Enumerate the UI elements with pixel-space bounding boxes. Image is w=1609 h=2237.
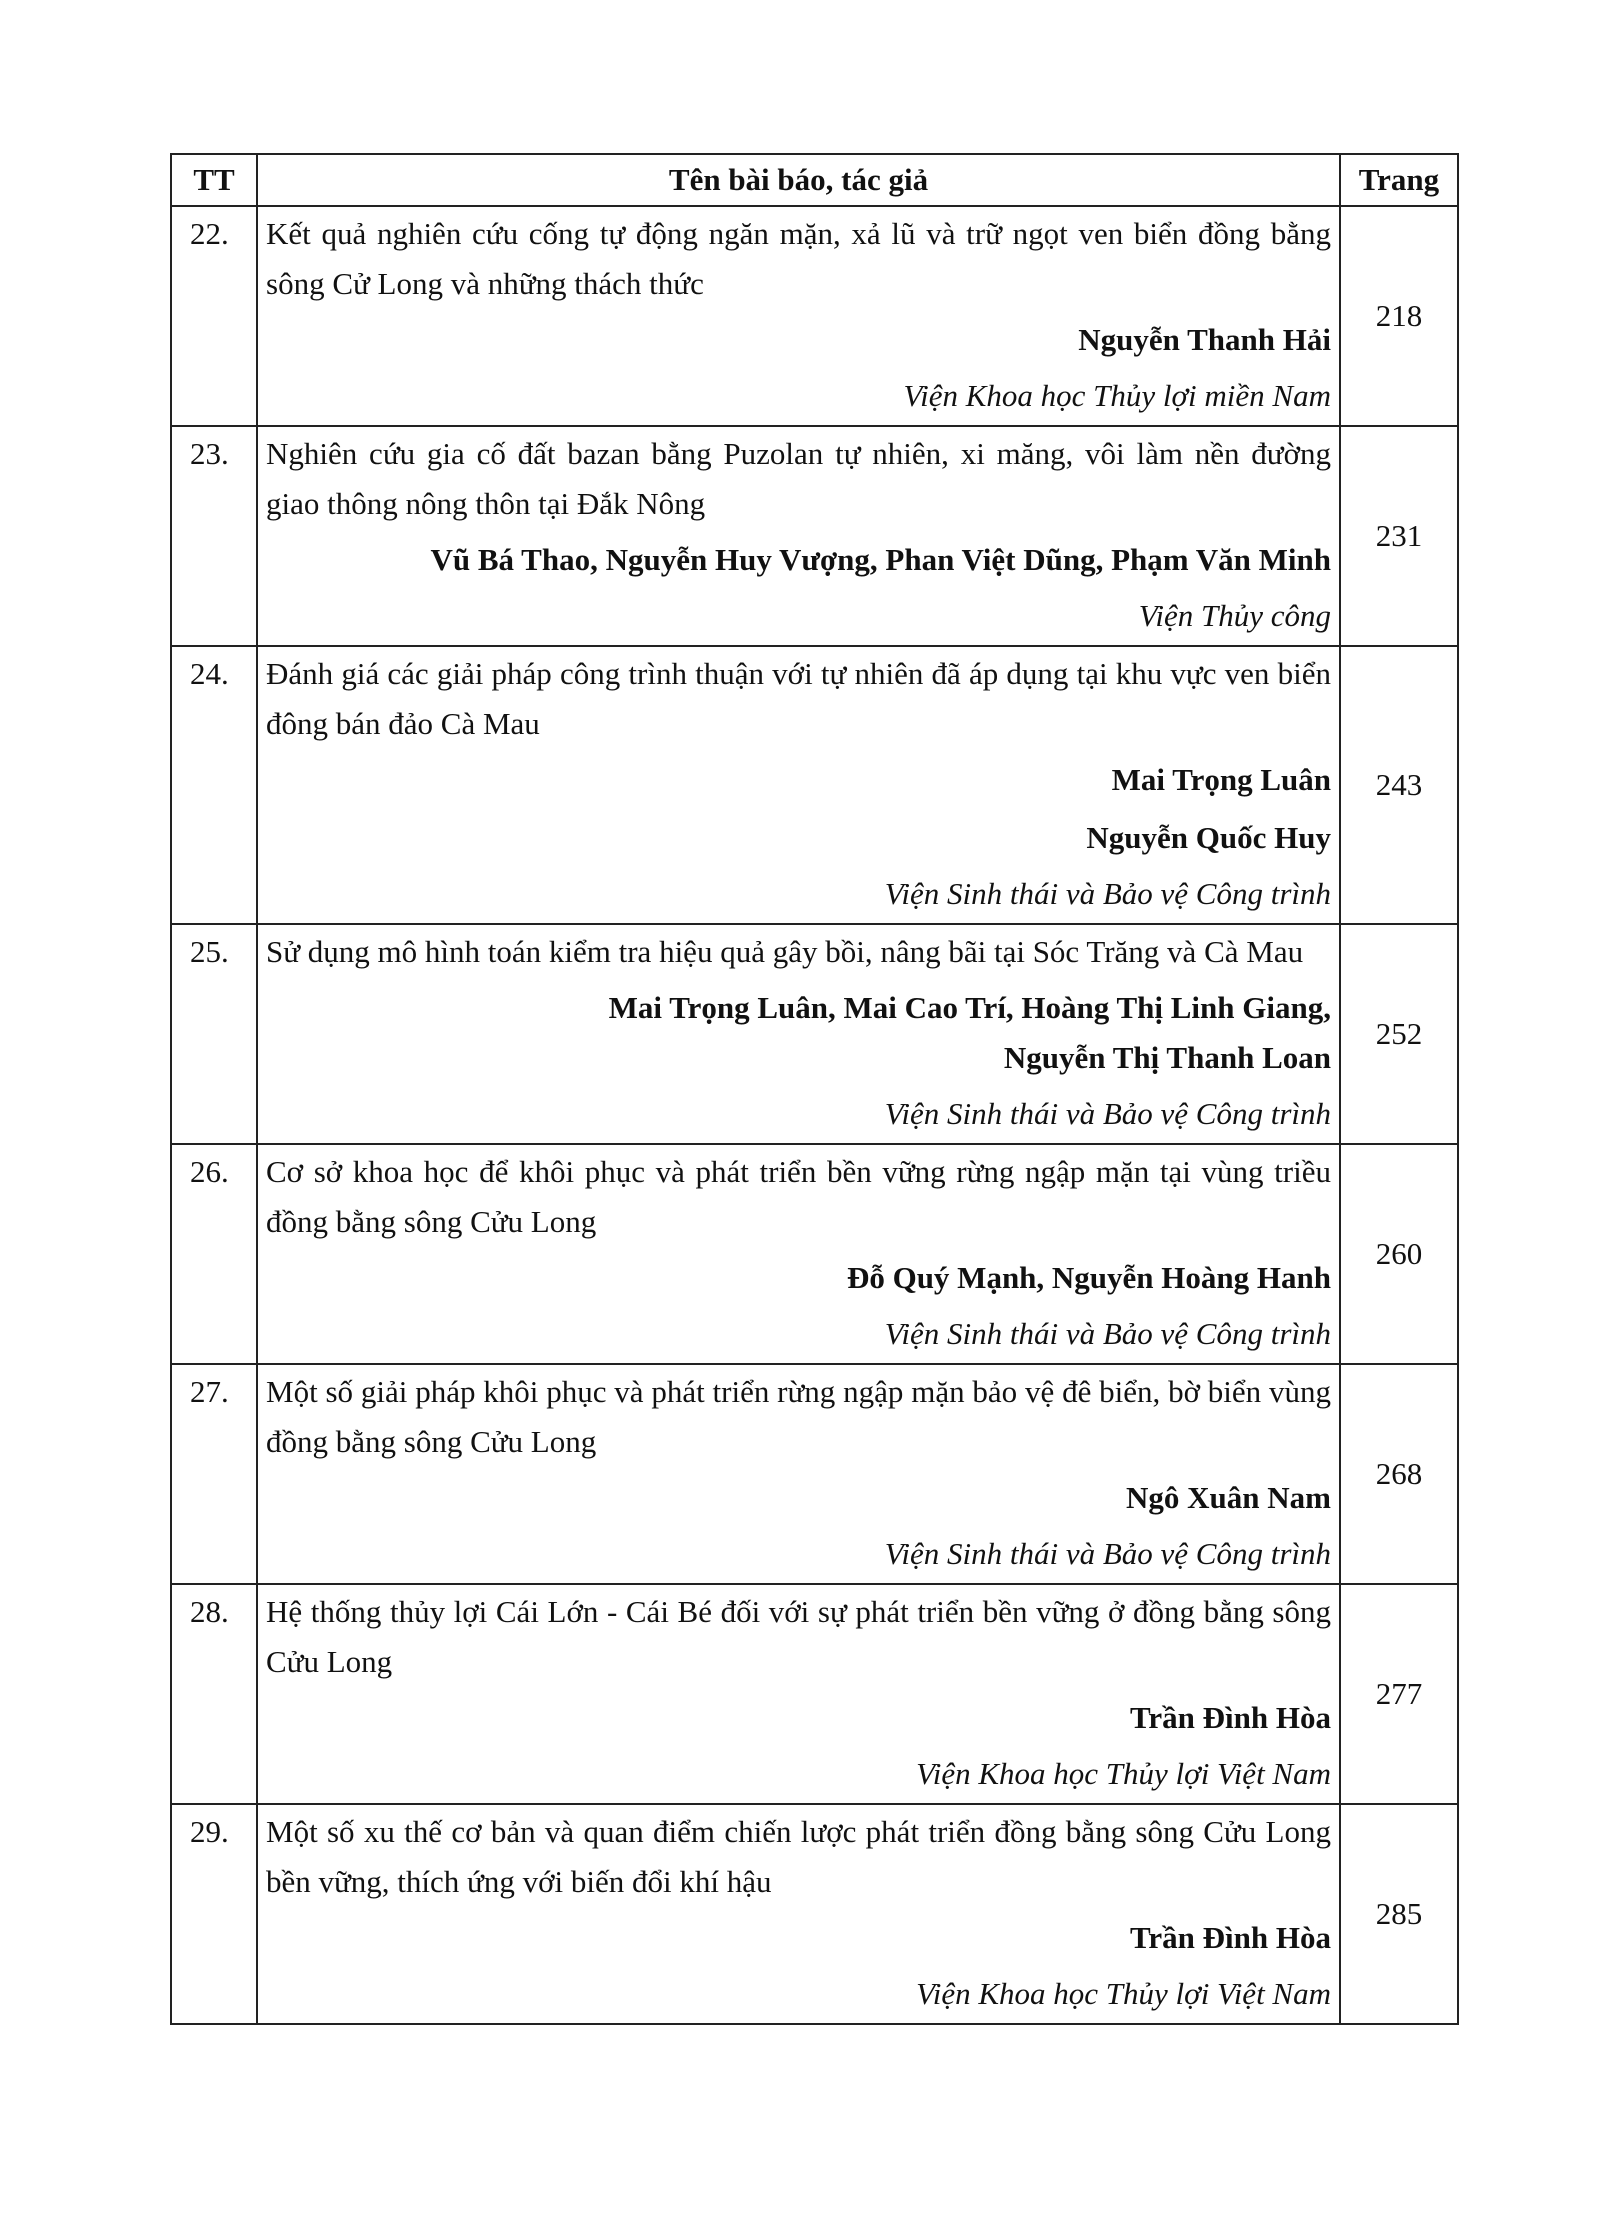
page-number: 277: [1340, 1584, 1458, 1804]
article-authors-line-1: Mai Trọng Luân, Mai Cao Trí, Hoàng Thị Linh Giang,: [608, 990, 1331, 1025]
article-institution: Viện Sinh thái và Bảo vệ Công trình: [884, 1316, 1331, 1351]
article-title: Đánh giá các giải pháp công trình thuận với tự nhiên đã áp dụng tại khu vực ven biển đông bán đảo Cà Mau: [266, 656, 1331, 741]
table-row: [171, 206, 1458, 426]
table-row: [171, 1144, 1458, 1364]
entry-cell: [257, 1584, 1340, 1804]
row-number: 25.: [171, 924, 257, 1144]
table-row: [171, 1364, 1458, 1584]
entry-cell: [257, 1364, 1340, 1584]
page-number: 218: [1340, 206, 1458, 426]
row-number: 29.: [171, 1804, 257, 2024]
page-number: 252: [1340, 924, 1458, 1144]
row-number: 26.: [171, 1144, 257, 1364]
article-institution: Viện Sinh thái và Bảo vệ Công trình: [884, 1536, 1331, 1571]
entry-cell: [257, 206, 1340, 426]
row-number: 22.: [171, 206, 257, 426]
table-row: [171, 924, 1458, 1144]
article-title: Hệ thống thủy lợi Cái Lớn - Cái Bé đối với sự phát triển bền vững ở đồng bằng sông Cửu Long: [266, 1594, 1331, 1679]
page-number: 260: [1340, 1144, 1458, 1364]
row-number: 27.: [171, 1364, 257, 1584]
article-authors-line-2: Nguyễn Thị Thanh Loan: [1003, 1040, 1331, 1075]
article-authors: Trần Đình Hòa: [1130, 1920, 1331, 1955]
entry-cell: [257, 924, 1340, 1144]
article-title: Nghiên cứu gia cố đất bazan bằng Puzolan tự nhiên, xi măng, vôi làm nền đường giao thông nông thôn tại Đắk Nông: [266, 436, 1331, 521]
article-title: Một số xu thế cơ bản và quan điểm chiến lược phát triển đồng bằng sông Cửu Long bền vững, thích ứng với biến đổi khí hậu: [266, 1814, 1331, 1899]
toc-table: [170, 153, 1459, 2025]
entry-cell: [257, 1144, 1340, 1364]
table-row: [171, 426, 1458, 646]
header-title: Tên bài báo, tác giả: [257, 154, 1340, 206]
entry-cell: [257, 426, 1340, 646]
article-institution: Viện Khoa học Thủy lợi miền Nam: [903, 378, 1331, 413]
article-authors: Vũ Bá Thao, Nguyễn Huy Vượng, Phan Việt Dũng, Phạm Văn Minh: [430, 542, 1331, 577]
article-institution: Viện Khoa học Thủy lợi Việt Nam: [916, 1756, 1331, 1791]
table-row: [171, 1804, 1458, 2024]
header-page: Trang: [1340, 154, 1458, 206]
article-title: Cơ sở khoa học để khôi phục và phát triển bền vững rừng ngập mặn tại vùng triều đồng bằng sông Cửu Long: [266, 1154, 1331, 1239]
row-number: 24.: [171, 646, 257, 924]
article-author-1: Mai Trọng Luân: [1111, 762, 1331, 797]
header-row: [171, 154, 1458, 206]
page-number: 268: [1340, 1364, 1458, 1584]
entry-cell: [257, 646, 1340, 924]
article-title: Kết quả nghiên cứu cống tự động ngăn mặn, xả lũ và trữ ngọt ven biển đồng bằng sông Cử Long và những thách thức: [266, 216, 1331, 301]
row-number: 23.: [171, 426, 257, 646]
article-institution: Viện Thủy công: [1138, 598, 1331, 633]
header-tt: TT: [171, 154, 257, 206]
article-institution: Viện Sinh thái và Bảo vệ Công trình: [884, 876, 1331, 911]
article-authors: Nguyễn Thanh Hải: [1078, 322, 1331, 357]
article-authors: Trần Đình Hòa: [1130, 1700, 1331, 1735]
article-authors: Đỗ Quý Mạnh, Nguyễn Hoàng Hanh: [846, 1260, 1331, 1295]
article-author-2: Nguyễn Quốc Huy: [1086, 820, 1331, 855]
page-number: 285: [1340, 1804, 1458, 2024]
table-row: [171, 646, 1458, 924]
page-number: 231: [1340, 426, 1458, 646]
article-title: Sử dụng mô hình toán kiểm tra hiệu quả gây bồi, nâng bãi tại Sóc Trăng và Cà Mau: [266, 934, 1304, 969]
table-row: [171, 1584, 1458, 1804]
article-title: Một số giải pháp khôi phục và phát triển rừng ngập mặn bảo vệ đê biển, bờ biển vùng đồng bằng sông Cửu Long: [266, 1374, 1331, 1459]
article-authors: Ngô Xuân Nam: [1126, 1480, 1331, 1515]
entry-cell: [257, 1804, 1340, 2024]
article-institution: Viện Khoa học Thủy lợi Việt Nam: [916, 1976, 1331, 2011]
article-institution: Viện Sinh thái và Bảo vệ Công trình: [884, 1096, 1331, 1131]
row-number: 28.: [171, 1584, 257, 1804]
page-number: 243: [1340, 646, 1458, 924]
